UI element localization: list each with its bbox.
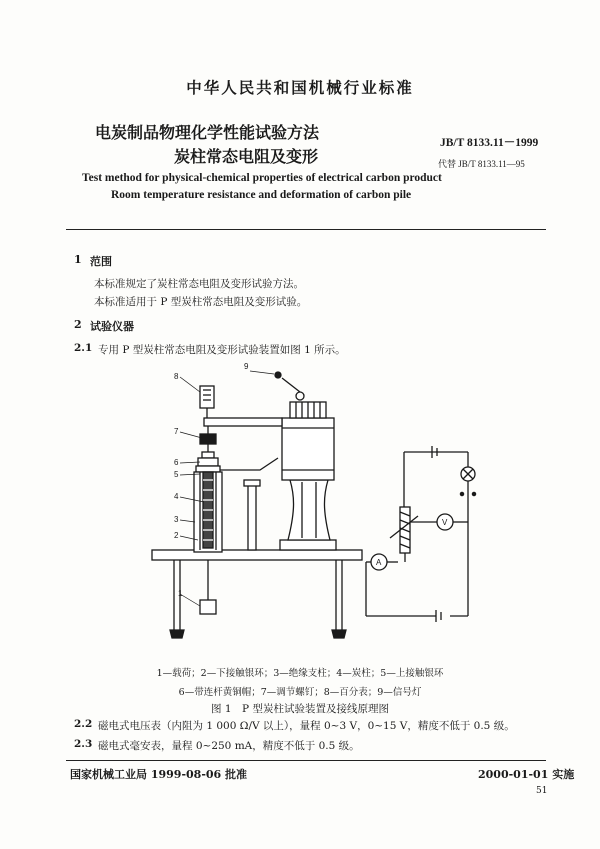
load-weight: [200, 600, 216, 614]
section-2-2-text: 磁电式电压表（内阻为 1 000 Ω/V 以上），量程 0~3 V，0~15 V，精度不低于 0.5 级。: [98, 720, 515, 732]
section-2-2-number: 2.2: [74, 718, 93, 730]
approval-date: 国家机械工业局 1999-08-06 批准: [70, 768, 248, 781]
section-1-title: 范围: [90, 255, 112, 268]
page-number: 51: [536, 786, 548, 796]
figure-caption: 图 1 P 型炭柱试验装置及接线原理图: [211, 703, 389, 715]
figure-label-9: 9: [244, 362, 249, 371]
section-1-paragraph-2: 本标准适用于 P 型炭柱常态电阻及变形试验。: [94, 296, 308, 308]
apparatus-diagram: [150, 362, 490, 662]
section-1-number: 1: [74, 253, 82, 266]
figure-label-3: 3: [174, 515, 179, 524]
figure-legend-line1: 1—载荷；2—下接触银环；3—绝缘支柱；4—炭柱；5—上接触银环: [156, 668, 444, 679]
meter-label-a: A: [376, 558, 382, 567]
base-table: [152, 550, 362, 560]
figure-legend-line2: 6—带连杆黄铜帽；7—调节螺钉；8—百分表；9—信号灯: [178, 687, 422, 698]
effective-date: 2000-01-01 实施: [478, 768, 575, 781]
standard-number: JB/T 8133.11－1999: [440, 137, 539, 149]
section-2-3-number: 2.3: [74, 738, 93, 750]
section-2-1-number: 2.1: [74, 342, 93, 354]
meter-label-v: V: [442, 518, 448, 527]
figure-label-2: 2: [174, 531, 179, 540]
section-2-number: 2: [74, 318, 82, 331]
issuing-organization: 中华人民共和国机械行业标准: [186, 79, 414, 97]
figure-label-4: 4: [174, 492, 179, 501]
figure-label-5: 5: [174, 470, 179, 479]
title-chinese-line1: 电炭制品物理化学性能试验方法: [95, 123, 320, 142]
figure-label-1: 1: [178, 589, 183, 598]
section-2-title: 试验仪器: [90, 320, 134, 333]
figure-label-6: 6: [174, 458, 179, 467]
footer-divider: [66, 760, 546, 761]
section-2-3-text: 磁电式毫安表，量程 0~250 mA，精度不低于 0.5 级。: [98, 740, 360, 752]
figure-label-8: 8: [174, 372, 179, 381]
header-divider: [66, 229, 546, 230]
title-chinese-line2: 炭柱常态电阻及变形: [174, 147, 319, 166]
replaces-standard: 代替 JB/T 8133.11—95: [438, 159, 525, 169]
section-2-1-text: 专用 P 型炭柱常态电阻及变形试验装置如图 1 所示。: [98, 344, 346, 356]
section-1-paragraph-1: 本标准规定了炭柱常态电阻及变形试验方法。: [94, 278, 304, 290]
figure-label-7: 7: [174, 427, 179, 436]
title-english-line1: Test method for physical-chemical properties of electrical carbon product: [82, 172, 442, 184]
title-english-line2: Room temperature resistance and deformation of carbon pile: [111, 189, 412, 201]
